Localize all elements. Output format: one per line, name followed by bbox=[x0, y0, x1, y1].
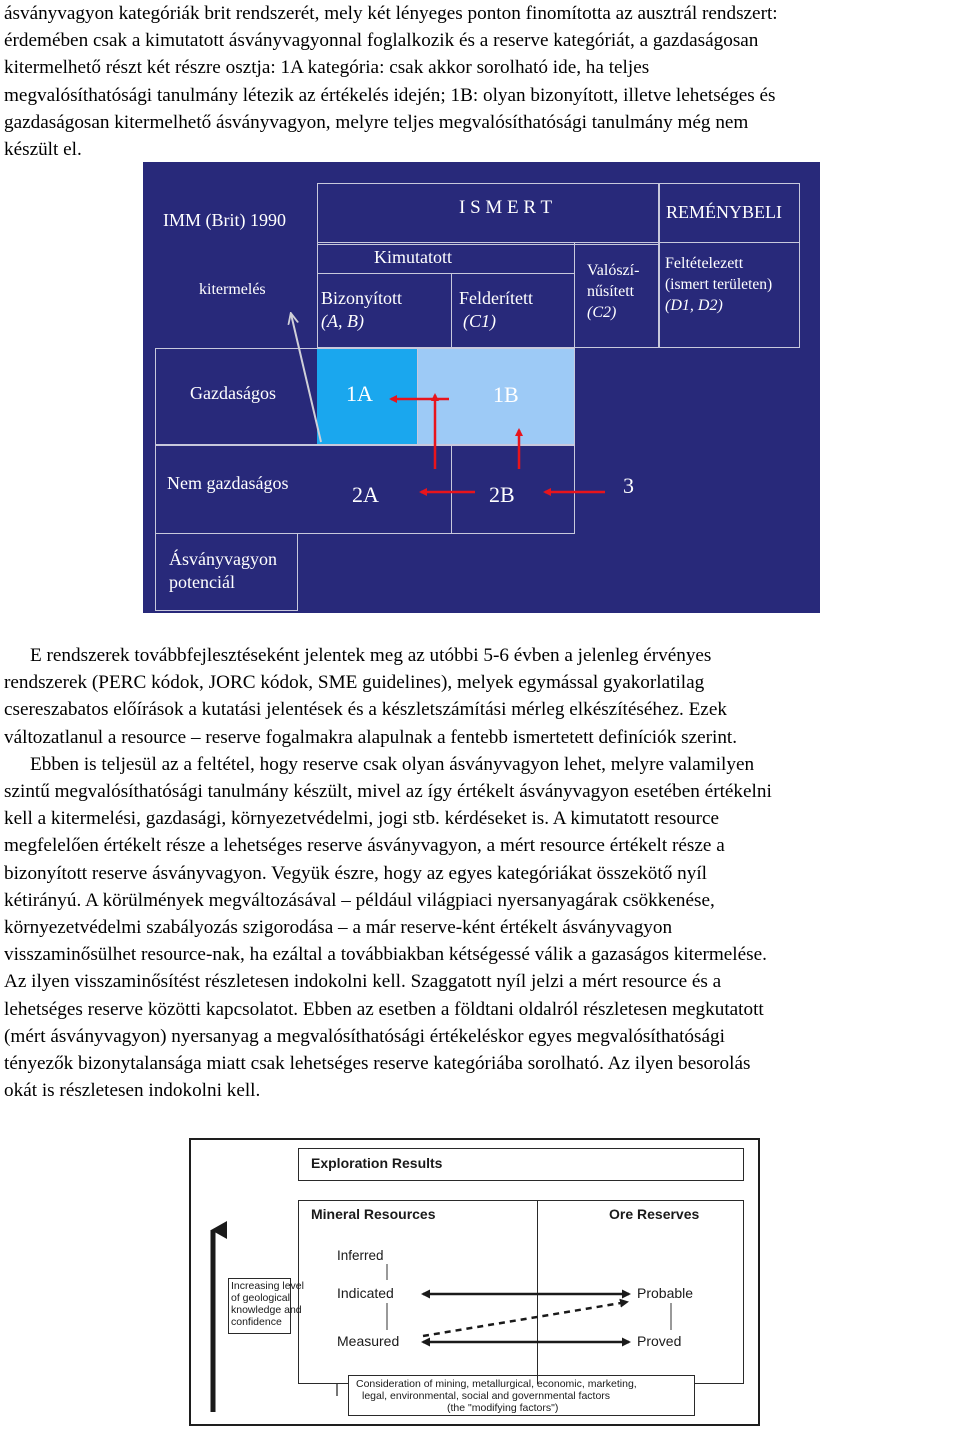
cell-2b-label: 2B bbox=[489, 482, 515, 507]
cell-2a-label: 2A bbox=[352, 482, 379, 507]
probable-label: Probable bbox=[637, 1285, 694, 1301]
felderitett-code: (C1) bbox=[463, 311, 496, 331]
intro-line: ásványvagyon kategóriák brit rendszerét, mely két lényeges ponton finomította az ausztrál rendszert: bbox=[4, 3, 778, 24]
imm-classification-diagram bbox=[143, 162, 820, 613]
feltetelezett-label: Feltételezett bbox=[665, 255, 744, 272]
body-line: E rendszerek továbbfejlesztéseként jelentek meg az utóbbi 5-6 évben a jelenleg érvényes bbox=[30, 645, 712, 666]
body-line: bizonyított reserve ásványvagyon. Vegyük észre, hogy az egyes kategóriákat összekötő nyíl bbox=[4, 862, 707, 884]
body-line: csereszabatos előírások a kutatási jelentések és a készletszámítási mérleg elkészítéséhez. Ezek bbox=[4, 699, 727, 721]
body-line: megfelelően értékelt része a lehetséges reserve ásványvagyon, a mért resource értékelt része a bbox=[4, 835, 725, 857]
hopeful-header: REMÉNYBELI bbox=[666, 202, 782, 222]
measured-label: Measured bbox=[337, 1333, 400, 1349]
confidence-line-3: knowledge and bbox=[231, 1304, 302, 1316]
body-line: szintű megvalósíthatósági tanulmány készült, mivel az így értékelt ásványvagyon esetében értékelni bbox=[4, 781, 772, 803]
body-line: kétirányú. A körülmények megváltozásával – például világpiaci nyersanyagárak csökkenése, bbox=[4, 889, 715, 911]
modifying-factors-line-2: legal, environmental, social and governmental factors bbox=[362, 1390, 611, 1402]
bizonyitott-code: (A, B) bbox=[321, 311, 364, 331]
jorc-arrows bbox=[191, 1140, 758, 1424]
intro-paragraph bbox=[4, 0, 956, 163]
exploration-results-label: Exploration Results bbox=[311, 1155, 443, 1171]
modifying-factors-line-1: Consideration of mining, metallurgical, economic, marketing, bbox=[356, 1378, 637, 1390]
body-line: okát is részletesen indokolni kell. bbox=[4, 1080, 261, 1102]
body-line: rendszerek (PERC kódok, JORC kódok, SME guidelines), melyek egymással gyakorlatilag bbox=[4, 672, 705, 694]
indicated-label: Indicated bbox=[337, 1285, 394, 1301]
felderitett-label: Felderített bbox=[459, 288, 533, 308]
body-line: környezetvédelmi szabályozás szigorodása – a már reserve-ként értékelt ásványvagyon bbox=[4, 917, 673, 939]
inferred-label: Inferred bbox=[337, 1248, 384, 1263]
measured-probable-dashed-arrow bbox=[423, 1302, 627, 1336]
valoszinusitett-code: (C2) bbox=[587, 304, 617, 321]
intro-line: érdemében csak a kimutatott ásványvagyonnal foglalkozik és a reserve kategóriát, a gazdaságosan bbox=[4, 30, 759, 52]
cell-3-label: 3 bbox=[623, 473, 634, 498]
feltetelezett-code: (D1, D2) bbox=[665, 297, 723, 314]
feltetelezett-sub: (ismert területen) bbox=[665, 276, 773, 293]
valoszinusitett-label-1: Valószí- bbox=[587, 262, 640, 279]
cell-1a-label: 1A bbox=[346, 381, 373, 406]
body-line: lehetséges reserve közötti kapcsolatot. Ebben az esetben a földtani oldalról részletesen megkutatott bbox=[4, 998, 764, 1020]
jorc-reporting-diagram bbox=[189, 1138, 760, 1426]
body-line: Az ilyen visszaminősítést részletesen indokolni kell. Szaggatott nyíl jelzi a mért resource és a bbox=[4, 971, 722, 993]
ore-reserves-label: Ore Reserves bbox=[609, 1206, 700, 1222]
body-line: visszaminősülhet resource-nak, ha ezáltal a továbbiakban kétségessé válik a gazaságos kitermelése. bbox=[4, 944, 767, 966]
kitermeles-label: kitermelés bbox=[199, 281, 266, 298]
valoszinusitett-label-2: nűsített bbox=[587, 283, 635, 300]
known-header: I S M E R T bbox=[459, 197, 553, 218]
bizonyitott-label: Bizonyított bbox=[321, 288, 402, 308]
kitermeles-arrow bbox=[291, 314, 321, 442]
asvanyvagyon-label-1: Ásványvagyon bbox=[169, 549, 277, 569]
intro-line: készült el. bbox=[4, 139, 82, 161]
body-line: tényezők bizonytalansága miatt csak lehetséges reserve kategóriába sorolható. Az ilyen besorolás bbox=[4, 1053, 751, 1075]
mineral-resources-label: Mineral Resources bbox=[311, 1206, 436, 1222]
kimutatott-label: Kimutatott bbox=[374, 247, 452, 267]
nem-gazdasagos-label: Nem gazdaságos bbox=[167, 473, 289, 493]
intro-line: gazdaságosan kitermelhető ásványvagyon, melyre teljes megvalósíthatósági tanulmány még nem bbox=[4, 111, 749, 133]
body-line: kell a kitermelési, gazdasági, környezetvédelmi, jogi stb. kérdéseket is. A kimutatott resource bbox=[4, 808, 720, 830]
body-line: (mért ásványvagyon) nyersanyag a megvalósíthatósági értékeléskor egyes megvalósíthatósági bbox=[4, 1025, 725, 1047]
gazdasagos-label: Gazdaságos bbox=[190, 383, 276, 403]
asvanyvagyon-label-2: potenciál bbox=[169, 572, 235, 592]
confidence-line-4: confidence bbox=[231, 1316, 282, 1328]
body-paragraph bbox=[4, 642, 956, 1104]
body-line: változatlanul a resource – reserve fogalmakra alapulnak a fentebb ismertetett definíciók szerint. bbox=[4, 726, 738, 748]
intro-line: kitermelhető részt két részre osztja: 1A kategória: csak akkor sorolható ide, ha teljes bbox=[4, 57, 650, 79]
cell-1b-label: 1B bbox=[493, 382, 519, 407]
diagram-title: IMM (Brit) 1990 bbox=[163, 210, 286, 230]
proved-label: Proved bbox=[637, 1333, 682, 1349]
intro-line: megvalósíthatósági tanulmány létezik az értékelés idején; 1B: olyan bizonyított, illetve lehetséges és bbox=[4, 84, 776, 106]
diagram-arrows bbox=[143, 162, 820, 613]
confidence-line-1: Increasing level bbox=[231, 1280, 304, 1292]
body-line: Ebben is teljesül az a feltétel, hogy reserve csak olyan ásványvagyon lehet, melyre valamilyen bbox=[30, 753, 755, 775]
confidence-line-2: of geological bbox=[231, 1292, 290, 1304]
modifying-factors-line-3: (the "modifying factors") bbox=[447, 1402, 559, 1414]
